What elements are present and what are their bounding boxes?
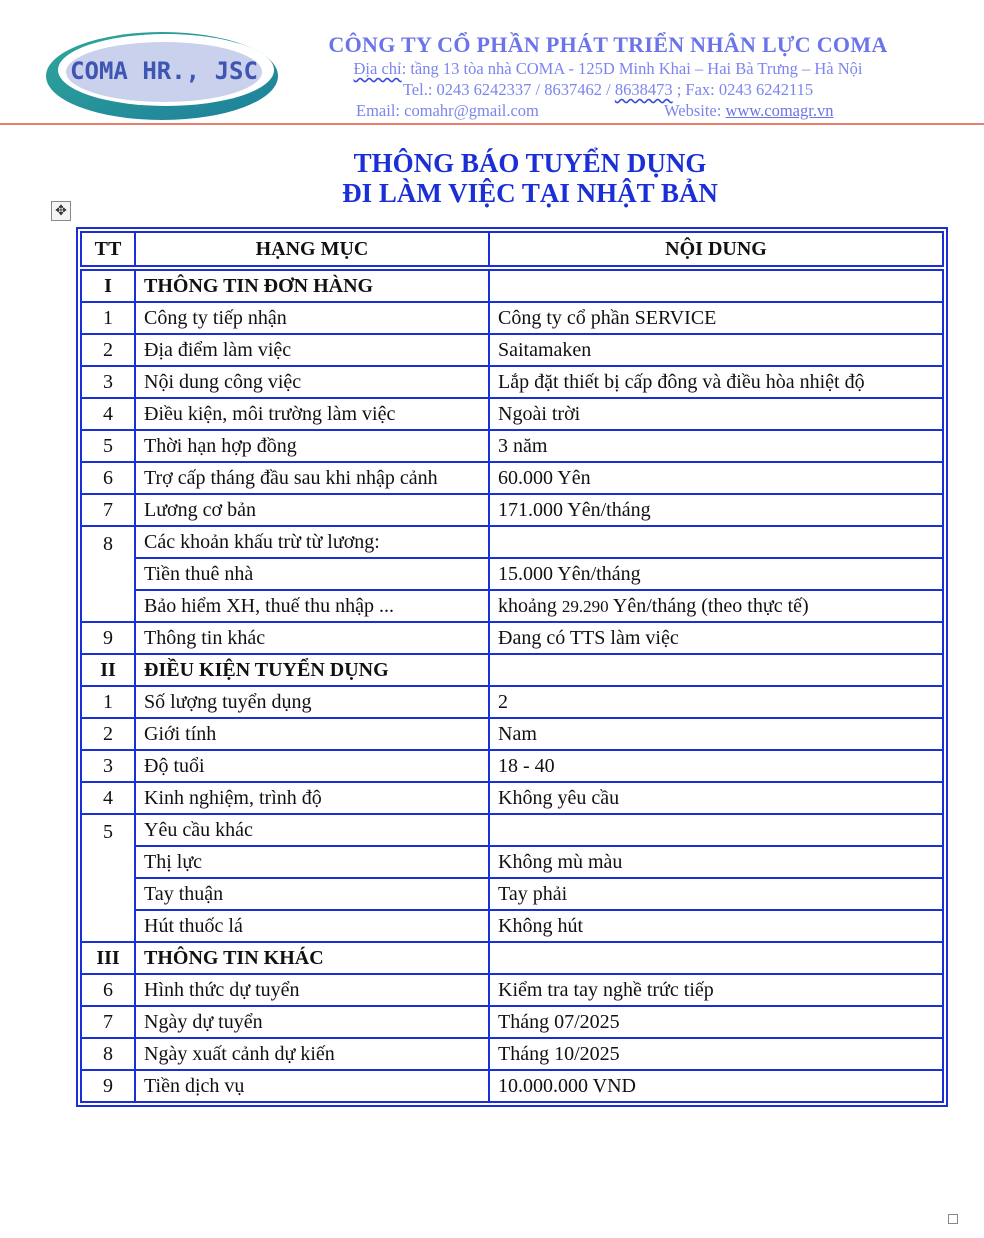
letterhead xyxy=(0,0,984,130)
subrow-content: 15.000 Yên/tháng xyxy=(489,558,943,590)
page-title xyxy=(0,148,984,208)
row-tt: 6 xyxy=(81,974,135,1006)
row-content: Ngoài trời xyxy=(489,398,943,430)
table-row xyxy=(81,302,943,334)
section-label: THÔNG TIN ĐƠN HÀNG xyxy=(135,270,489,302)
row-tt: 9 xyxy=(81,622,135,654)
row-item: Yêu cầu khác xyxy=(135,814,489,846)
row-content: 10.000.000 VND xyxy=(489,1070,943,1102)
subrow-content: Không hút xyxy=(489,910,943,942)
subrow-item: Tiền thuê nhà xyxy=(135,558,489,590)
row-content: Kiểm tra tay nghề trức tiếp xyxy=(489,974,943,1006)
row-item: Địa điểm làm việc xyxy=(135,334,489,366)
table-row xyxy=(81,1006,943,1038)
website-link[interactable]: www.comagr.vn xyxy=(725,101,834,120)
subrow-item: Bảo hiểm XH, thuế thu nhập ... xyxy=(135,590,489,622)
table-row xyxy=(81,526,943,558)
section-label: THÔNG TIN KHÁC xyxy=(135,942,489,974)
section-num: III xyxy=(81,942,135,974)
row-item: Giới tính xyxy=(135,718,489,750)
row-item: Kinh nghiệm, trình độ xyxy=(135,782,489,814)
row-item: Ngày xuất cảnh dự kiến xyxy=(135,1038,489,1070)
row-tt: 5 xyxy=(81,814,135,942)
row-item: Thông tin khác xyxy=(135,622,489,654)
table-subrow xyxy=(81,878,943,910)
table-subrow xyxy=(81,846,943,878)
row-tt: 9 xyxy=(81,1070,135,1102)
section-label: ĐIỀU KIỆN TUYỂN DỤNG xyxy=(135,654,489,686)
table-row xyxy=(81,366,943,398)
subrow-item: Tay thuận xyxy=(135,878,489,910)
logo-text: COMA HR., JSC xyxy=(70,57,258,85)
fax-text: ; Fax: 0243 6242115 xyxy=(672,80,814,99)
company-email: Email: comahr@gmail.com xyxy=(356,101,539,120)
company-website xyxy=(664,101,833,121)
row-content: Nam xyxy=(489,718,943,750)
row-content xyxy=(489,814,943,846)
row-content: Tháng 10/2025 xyxy=(489,1038,943,1070)
subrow-content xyxy=(489,590,943,622)
row-tt: 7 xyxy=(81,494,135,526)
subrow-item: Hút thuốc lá xyxy=(135,910,489,942)
table-subrow xyxy=(81,910,943,942)
section-empty xyxy=(489,654,943,686)
header-content: NỘI DUNG xyxy=(489,232,943,266)
table-row xyxy=(81,750,943,782)
row-content: Lắp đặt thiết bị cấp đông và điều hòa nhiệt độ xyxy=(489,366,943,398)
table-row xyxy=(81,1038,943,1070)
recruitment-table xyxy=(76,227,948,1107)
row-content: Công ty cổ phần SERVICE xyxy=(489,302,943,334)
table-row xyxy=(81,974,943,1006)
header-item: HẠNG MỤC xyxy=(135,232,489,266)
table-row xyxy=(81,718,943,750)
row-tt: 8 xyxy=(81,1038,135,1070)
row-item: Công ty tiếp nhận xyxy=(135,302,489,334)
row-item: Hình thức dự tuyển xyxy=(135,974,489,1006)
table-row xyxy=(81,622,943,654)
company-info xyxy=(300,32,916,100)
table-row xyxy=(81,398,943,430)
row-item: Tiền dịch vụ xyxy=(135,1070,489,1102)
table-row xyxy=(81,430,943,462)
row-item: Số lượng tuyển dụng xyxy=(135,686,489,718)
row-item: Ngày dự tuyển xyxy=(135,1006,489,1038)
company-contact xyxy=(356,101,916,121)
section-row xyxy=(81,942,943,974)
row-tt: 7 xyxy=(81,1006,135,1038)
website-label: Website: xyxy=(664,101,726,120)
subrow-item: Thị lực xyxy=(135,846,489,878)
table-subrow xyxy=(81,558,943,590)
tel-wavy: 8638473 xyxy=(614,80,673,99)
subrow-content: Tay phải xyxy=(489,878,943,910)
company-logo xyxy=(44,26,280,122)
row-content: 3 năm xyxy=(489,430,943,462)
row-tt: 8 xyxy=(81,526,135,622)
title-line-2: ĐI LÀM VIỆC TẠI NHẬT BẢN xyxy=(342,178,718,208)
section-num: I xyxy=(81,270,135,302)
row-item: Các khoản khấu trừ từ lương: xyxy=(135,526,489,558)
row-item: Trợ cấp tháng đầu sau khi nhập cảnh xyxy=(135,462,489,494)
row-item: Điều kiện, môi trường làm việc xyxy=(135,398,489,430)
row-content xyxy=(489,526,943,558)
row-content: Không yêu cầu xyxy=(489,782,943,814)
table-row xyxy=(81,462,943,494)
row-content: 171.000 Yên/tháng xyxy=(489,494,943,526)
header-rule xyxy=(0,123,984,125)
row-tt: 2 xyxy=(81,334,135,366)
table-move-handle-icon[interactable]: ✥ xyxy=(51,201,71,221)
subrow-content-a: khoảng xyxy=(498,594,562,617)
row-tt: 3 xyxy=(81,366,135,398)
title-line-1: THÔNG BÁO TUYỂN DỤNG xyxy=(353,148,707,178)
row-tt: 2 xyxy=(81,718,135,750)
table-row xyxy=(81,334,943,366)
row-content: Tháng 07/2025 xyxy=(489,1006,943,1038)
company-name: CÔNG TY CỔ PHẦN PHÁT TRIỂN NHÂN LỰC COMA xyxy=(328,32,888,57)
row-tt: 4 xyxy=(81,398,135,430)
subrow-content: Không mù màu xyxy=(489,846,943,878)
section-row xyxy=(81,654,943,686)
row-content: 2 xyxy=(489,686,943,718)
row-tt: 5 xyxy=(81,430,135,462)
row-item: Nội dung công việc xyxy=(135,366,489,398)
header-tt: TT xyxy=(81,232,135,266)
table-header-row xyxy=(81,232,943,266)
tel-text: Tel.: 0243 6242337 / 8637462 / xyxy=(402,80,615,99)
company-phone xyxy=(300,79,916,100)
row-content: 60.000 Yên xyxy=(489,462,943,494)
row-content: Đang có TTS làm việc xyxy=(489,622,943,654)
table-resize-handle-icon[interactable] xyxy=(948,1214,958,1224)
section-num: II xyxy=(81,654,135,686)
row-item: Thời hạn hợp đồng xyxy=(135,430,489,462)
table-row xyxy=(81,814,943,846)
table-subrow xyxy=(81,590,943,622)
row-content: 18 - 40 xyxy=(489,750,943,782)
table-row xyxy=(81,782,943,814)
section-empty xyxy=(489,270,943,302)
row-tt: 3 xyxy=(81,750,135,782)
table-row xyxy=(81,686,943,718)
table-row xyxy=(81,494,943,526)
row-tt: 1 xyxy=(81,302,135,334)
section-row xyxy=(81,270,943,302)
company-address xyxy=(300,58,916,79)
subrow-content-num: 29.290 xyxy=(561,596,609,616)
subrow-content-b: Yên/tháng (theo thực tế) xyxy=(608,594,809,617)
address-rest: : tầng 13 tòa nhà COMA - 125D Minh Khai – Hai Bà Trưng – Hà Nội xyxy=(401,59,863,78)
row-tt: 1 xyxy=(81,686,135,718)
row-tt: 6 xyxy=(81,462,135,494)
address-prefix: Địa chỉ xyxy=(353,59,402,78)
row-content: Saitamaken xyxy=(489,334,943,366)
section-empty xyxy=(489,942,943,974)
row-item: Độ tuổi xyxy=(135,750,489,782)
table-row xyxy=(81,1070,943,1102)
row-tt: 4 xyxy=(81,782,135,814)
row-item: Lương cơ bản xyxy=(135,494,489,526)
